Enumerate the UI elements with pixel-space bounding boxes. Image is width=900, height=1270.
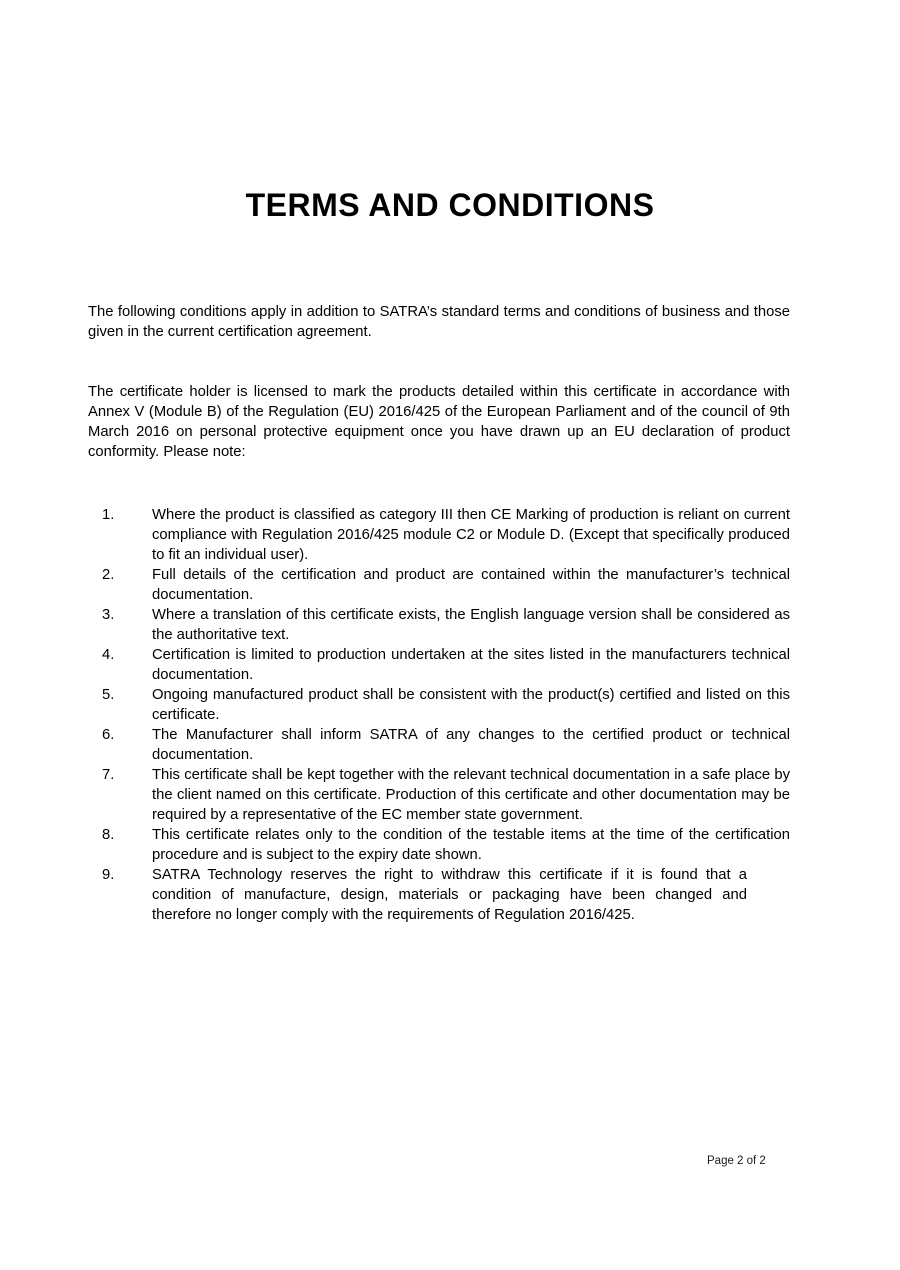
condition-text: SATRA Technology reserves the right to withdraw this certificate if it is found that a condition of manufacture, design, materials or packaging have been changed and therefore no longer comply with the requirements of Regulation 2016/425.	[152, 867, 747, 923]
condition-text: Where a translation of this certificate exists, the English language version shall be considered as the authoritative text.	[152, 607, 790, 643]
condition-number: 9.	[102, 867, 115, 883]
condition-item-2	[88, 565, 790, 605]
condition-item-9	[88, 865, 790, 925]
document-title: TERMS AND CONDITIONS	[245, 187, 655, 223]
condition-item-5	[88, 685, 790, 725]
condition-number: 8.	[102, 827, 115, 843]
condition-number: 2.	[102, 567, 115, 583]
condition-number: 3.	[102, 607, 115, 623]
condition-text: Ongoing manufactured product shall be consistent with the product(s) certified and listed on this certificate.	[152, 687, 790, 723]
condition-item-7	[88, 765, 790, 825]
condition-item-3	[88, 605, 790, 645]
condition-text: This certificate shall be kept together with the relevant technical documentation in a safe place by the client named on this certificate. Production of this certificate and other documentation may be required by a representative of the EC member state government.	[152, 767, 790, 823]
condition-item-4	[88, 645, 790, 685]
condition-number: 7.	[102, 767, 115, 783]
intro-paragraph-2: The certificate holder is licensed to mark the products detailed within this certificate in accordance with Annex V (Module B) of the Regulation (EU) 2016/425 of the European Parliament and of the council of 9th March 2016 on personal protective equipment once you have drawn up an EU declaration of product conformity. Please note:	[88, 384, 790, 460]
condition-number: 5.	[102, 687, 115, 703]
conditions-list	[88, 505, 790, 925]
condition-text: This certificate relates only to the condition of the testable items at the time of the certification procedure and is subject to the expiry date shown.	[152, 827, 790, 863]
condition-item-6	[88, 725, 790, 765]
condition-item-1	[88, 505, 790, 565]
condition-number: 1.	[102, 507, 115, 523]
condition-text: Full details of the certification and product are contained within the manufacturer’s technical documentation.	[152, 567, 790, 603]
page-number-label: Page 2 of 2	[707, 1155, 766, 1167]
intro-paragraph-1: The following conditions apply in addition to SATRA’s standard terms and conditions of business and those given in the current certification agreement.	[88, 304, 790, 340]
condition-number: 4.	[102, 647, 115, 663]
condition-item-8	[88, 825, 790, 865]
condition-text: The Manufacturer shall inform SATRA of any changes to the certified product or technical documentation.	[152, 727, 790, 763]
condition-number: 6.	[102, 727, 115, 743]
condition-text: Certification is limited to production undertaken at the sites listed in the manufacturers technical documentation.	[152, 647, 790, 683]
condition-text: Where the product is classified as category III then CE Marking of production is reliant on current compliance with Regulation 2016/425 module C2 or Module D. (Except that specifically produced to fit an individual user).	[152, 507, 790, 563]
